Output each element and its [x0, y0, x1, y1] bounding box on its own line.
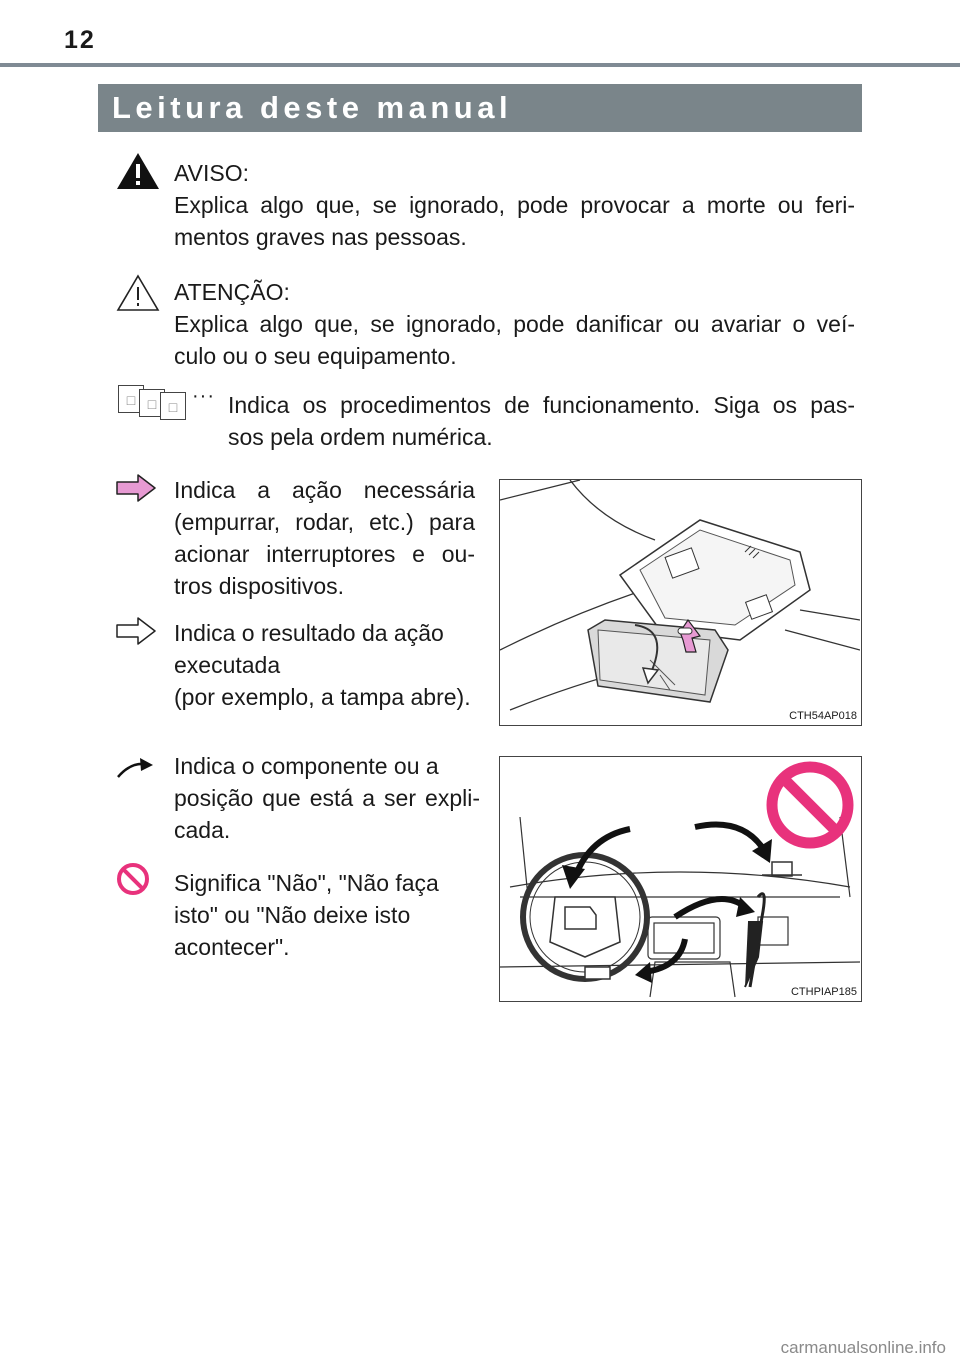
action-arrow-icon — [116, 474, 156, 507]
step-box-1-icon: □ — [118, 385, 144, 413]
overhead-figure-caption: CTH54AP018 — [789, 710, 857, 722]
aviso-line-1: Explica algo que, se ignorado, pode provocar a morte ou feri- — [174, 192, 855, 218]
prohibition-description — [174, 867, 474, 963]
action-line-2: (empurrar, rodar, etc.) para — [174, 509, 475, 535]
footer-watermark: carmanualsonline.info — [780, 1338, 946, 1357]
step-box-3-icon: □ — [160, 392, 186, 420]
result-line-3: (por exemplo, a tampa abre). — [174, 684, 471, 710]
steps-line-2: sos pela ordem numérica. — [228, 424, 493, 450]
caution-icon — [116, 274, 160, 317]
overhead-console-figure — [499, 479, 862, 726]
result-line-2: executada — [174, 652, 281, 678]
steps-line-1: Indica os procedimentos de funcionamento. Siga os pas- — [228, 392, 855, 418]
component-line-1: Indica o componente ou a — [174, 753, 439, 779]
prohibition-line-1: Significa "Não", "Não faça — [174, 870, 439, 896]
aviso-description — [174, 189, 855, 253]
atencao-description — [174, 308, 855, 372]
steps-description — [228, 389, 855, 453]
component-line-2: posição que está a ser expli- — [174, 785, 480, 811]
atencao-heading: ATENÇÃO: — [174, 279, 290, 305]
aviso-heading: AVISO: — [174, 160, 249, 186]
action-arrow-description — [174, 474, 475, 602]
steps-ellipsis: ··· — [192, 385, 215, 407]
prohibition-line-2: isto" ou "Não deixe isto — [174, 902, 411, 928]
section-header — [98, 84, 862, 132]
header-rule — [0, 63, 960, 67]
result-arrow-icon — [116, 617, 156, 650]
atencao-line-1: Explica algo que, se ignorado, pode danificar ou avariar o veí- — [174, 311, 855, 337]
section-title: Leitura deste manual — [112, 90, 513, 125]
dashboard-figure — [499, 756, 862, 1002]
action-line-1: Indica a ação necessária — [174, 477, 475, 503]
action-line-3: acionar interruptores e ou- — [174, 541, 475, 567]
prohibition-line-3: acontecer". — [174, 934, 290, 960]
atencao-line-2: culo ou o seu equipamento. — [174, 343, 457, 369]
action-line-4: tros dispositivos. — [174, 573, 345, 599]
dashboard-figure-caption: CTHPIAP185 — [790, 986, 857, 998]
component-arrow-icon — [116, 757, 154, 784]
aviso-line-2: mentos graves nas pessoas. — [174, 224, 467, 250]
result-line-1: Indica o resultado da ação — [174, 620, 444, 646]
page-number: 12 — [64, 26, 96, 54]
step-box-2-icon: □ — [139, 389, 165, 417]
prohibition-icon — [116, 862, 150, 901]
result-arrow-description — [174, 617, 484, 713]
component-arrow-description — [174, 750, 480, 846]
component-line-3: cada. — [174, 817, 231, 843]
warning-icon — [116, 152, 160, 195]
